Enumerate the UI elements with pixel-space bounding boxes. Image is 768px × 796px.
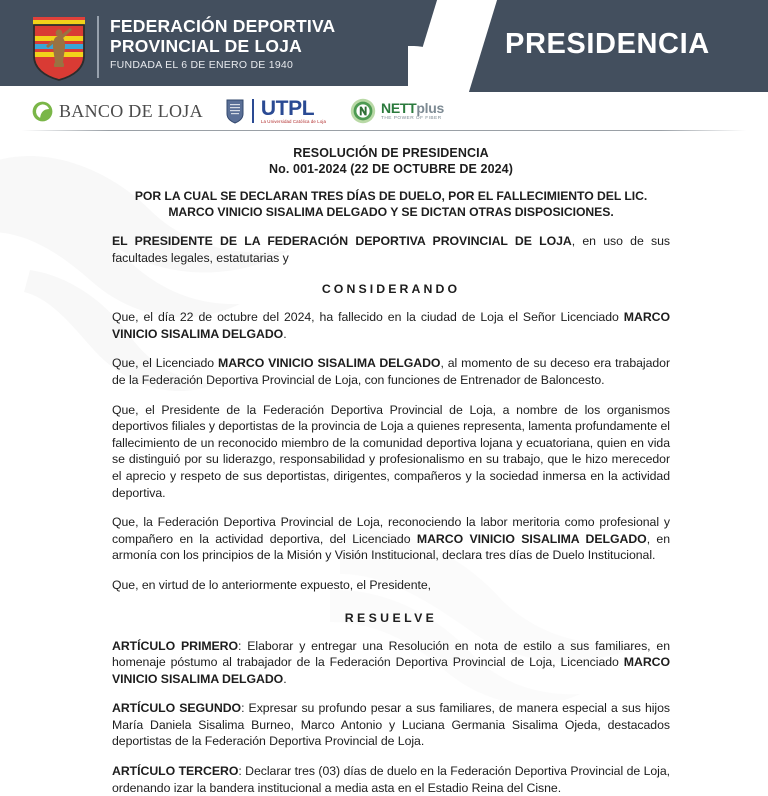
org-name-line1: FEDERACIÓN DEPORTIVA <box>110 17 335 37</box>
articulo-paragraph-3-seg-2: : Declarar tres (03) días de duelo en la Federación Deportiva Provincial de Loja, ordenando izar la bandera institucional a media asta en el Estadio Reina del Cisne. <box>112 764 670 795</box>
header-org-titles <box>110 17 335 71</box>
sponsor-nettplus <box>350 98 444 124</box>
resolution-purpose: POR LA CUAL SE DECLARAN TRES DÍAS DE DUELO, POR EL FALLECIMIENTO DEL LIC. MARCO VINICIO SISALIMA DELGADO Y SE DICTAN OTRAS DISPOSICIONES. <box>112 188 670 220</box>
articulo-paragraph-3-seg-1: ARTÍCULO TERCERO <box>112 764 238 778</box>
nettplus-tagline: THE POWER OF FIBER <box>381 117 444 122</box>
articulo-paragraph-1 <box>112 638 670 688</box>
preamble-rest-text: , en uso de sus facultades legales, estatutarias y <box>112 234 670 265</box>
considerando-paragraph-2-seg-1: Que, el Licenciado <box>112 356 218 370</box>
banco-de-loja-label: BANCO DE LOJA <box>59 101 203 122</box>
considerando-list <box>112 309 670 593</box>
considerando-paragraph-1-seg-2: MARCO VINICIO SISALIMA DELGADO <box>112 310 670 341</box>
considerando-paragraph-4-seg-2: MARCO VINICIO SISALIMA DELGADO <box>417 532 647 546</box>
considerando-paragraph-3 <box>112 402 670 502</box>
nettplus-circle-icon <box>350 98 376 124</box>
articulo-paragraph-1-seg-4: . <box>283 672 286 686</box>
considerando-paragraph-2-seg-2: MARCO VINICIO SISALIMA DELGADO <box>218 356 440 370</box>
utpl-crest-icon <box>225 98 245 124</box>
considerando-paragraph-1 <box>112 309 670 342</box>
articulo-paragraph-2 <box>112 700 670 750</box>
articulo-paragraph-1-seg-3: MARCO VINICIO SISALIMA DELGADO <box>112 655 670 686</box>
resolution-number: No. 001-2024 (22 DE OCTUBRE DE 2024) <box>112 161 670 177</box>
document-body <box>0 145 768 796</box>
banco-de-loja-leaf-icon <box>32 101 53 122</box>
articulo-paragraph-2-seg-2: : Expresar su profundo pesar a sus familiares, de manera especial a sus hijos María Daniela Sisalima Burneo, Marco Antonio y Luciana Germania Sisalima Ojeda, destacados deportistas de la Federación Deportiva Provincial de Loja. <box>112 701 670 748</box>
articulo-paragraph-3 <box>112 763 670 796</box>
nettplus-label-part1: NETT <box>381 100 416 116</box>
articulo-paragraph-1-seg-1: ARTÍCULO PRIMERO <box>112 639 238 653</box>
sponsor-band <box>0 92 768 132</box>
considerando-paragraph-1-seg-3: . <box>283 327 286 341</box>
sponsor-band-rule <box>22 130 746 131</box>
utpl-divider <box>252 99 254 123</box>
resuelve-heading: RESUELVE <box>112 611 670 625</box>
header-section-label: PRESIDENCIA <box>505 28 710 61</box>
considerando-paragraph-5-seg-1: Que, en virtud de lo anteriormente expuesto, el Presidente, <box>112 578 431 592</box>
loja-coat-of-arms-icon <box>30 16 88 82</box>
considerando-heading: CONSIDERANDO <box>112 282 670 296</box>
considerando-paragraph-1-seg-1: Que, el día 22 de octubre del 2024, ha fallecido en la ciudad de Loja el Señor Licenciado <box>112 310 624 324</box>
considerando-paragraph-4 <box>112 514 670 564</box>
considerando-paragraph-4-seg-3: , en armonía con los principios de la Misión y Visión Institucional, declara tres días de Duelo Institucional. <box>112 532 670 563</box>
preamble-paragraph <box>112 233 670 266</box>
considerando-paragraph-2-seg-3: , al momento de su deceso era trabajador de la Federación Deportiva Provincial de Loja, con funciones de Entrenador de Baloncesto. <box>112 356 670 387</box>
preamble-bold-text: EL PRESIDENTE DE LA FEDERACIÓN DEPORTIVA PROVINCIAL DE LOJA <box>112 234 572 248</box>
articulo-paragraph-1-seg-2: : Elaborar y entregar una Resolución en nota de estilo a sus familiares, en homenaje póstumo al trabajador de la Federación Deportiva Provincial de Loja, Licenciado <box>112 639 670 670</box>
considerando-paragraph-5 <box>112 577 670 594</box>
articulos-list <box>112 638 670 796</box>
considerando-paragraph-3-seg-1: Que, el Presidente de la Federación Deportiva Provincial de Loja, a nombre de los organismos deportivos filiales y deportistas de la provincia de Loja a quienes representa, lamenta profundamente el fallecimiento de un reconocido miembro de la comunidad deportiva lojana y ecuatoriana, quien en vida se distinguió por su liderazgo, responsabilidad y profesionalismo en su trabajo, que le hizo merecedor el aprecio y respeto de sus deportistas, dirigentes, compañeros y la sociedad inmersa en la actividad deportiva. <box>112 403 670 500</box>
utpl-label: UTPL <box>261 98 326 119</box>
header-divider <box>97 16 99 78</box>
sponsor-banco-de-loja <box>32 101 203 122</box>
articulo-paragraph-2-seg-1: ARTÍCULO SEGUNDO <box>112 701 241 715</box>
utpl-tagline: La Universidad Católica de Loja <box>261 120 326 124</box>
considerando-paragraph-2 <box>112 355 670 388</box>
org-name-line2: PROVINCIAL DE LOJA <box>110 37 335 57</box>
org-founded-text: FUNDADA EL 6 DE ENERO DE 1940 <box>110 59 335 71</box>
resolution-title: RESOLUCIÓN DE PRESIDENCIA <box>112 145 670 161</box>
considerando-paragraph-4-seg-1: Que, la Federación Deportiva Provincial de Loja, reconociendo la labor meritoria como profesional y compañero en la actividad deportiva, del Licenciado <box>112 515 670 546</box>
page-header <box>0 0 768 92</box>
sponsor-utpl <box>225 98 326 125</box>
nettplus-label-part2: plus <box>416 100 444 116</box>
